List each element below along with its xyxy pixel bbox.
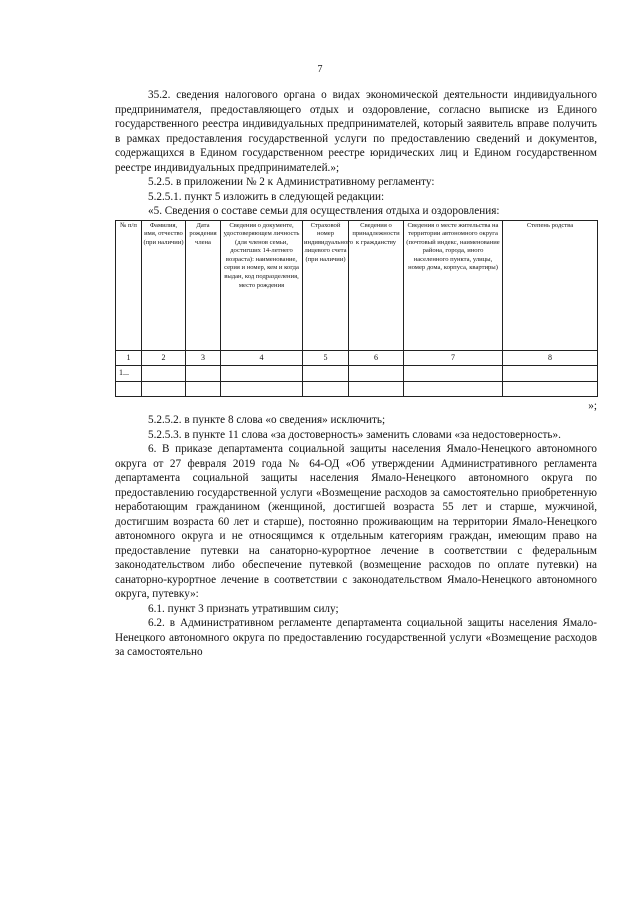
table-header-row <box>116 220 598 350</box>
column-number-cell: 1 <box>116 350 142 366</box>
table-cell <box>503 366 598 382</box>
column-number-cell: 2 <box>142 350 186 366</box>
table-cell <box>142 381 186 396</box>
paragraph-5-2-5: 5.2.5. в приложении № 2 к Административному регламенту: <box>148 176 435 188</box>
header-birth-date: Дата рождения члена <box>186 220 221 350</box>
table-cell <box>349 381 404 396</box>
paragraph-5-2-5-2: 5.2.5.2. в пункте 8 слова «о сведения» исключить; <box>148 414 386 426</box>
paragraph-35-2: 35.2. сведения налогового органа о видах экономической деятельности индивидуального предпринимателя, предоставляющего отдых и оздоровление, согласно выписке из Единого государственного реестра индивидуальных предпринимателей, который заявитель вправе получить в рамках предоставления государственной услуги по предоставлению сведений и документов, содержащихся в Едином государственном реестре юридических лиц и Едином государственном реестре индивидуальных предпринимателей.»; <box>115 89 597 174</box>
table-cell <box>186 381 221 396</box>
paragraph-6-1: 6.1. пункт 3 признать утратившим силу; <box>148 602 339 615</box>
paragraph-5-2-5-3: 5.2.5.3. в пункте 11 слова «за достоверность» заменить словами «за недостоверность». <box>148 428 561 441</box>
family-composition-table <box>115 220 598 397</box>
table-closing-mark: »; <box>588 399 597 412</box>
column-number-cell: 4 <box>221 350 303 366</box>
column-number-cell: 3 <box>186 350 221 366</box>
header-number: № п/п <box>116 220 142 350</box>
table-cell <box>349 366 404 382</box>
column-number-cell: 5 <box>303 350 349 366</box>
table-title: «5. Сведения о составе семьи для осуществления отдыха и оздоровления: <box>148 205 500 217</box>
table-row <box>116 381 598 396</box>
document-body <box>115 88 597 660</box>
paragraph-5-2-5-1: 5.2.5.1. пункт 5 изложить в следующей редакции: <box>148 190 385 203</box>
table-cell <box>142 366 186 382</box>
header-full-name: Фамилия, имя, отчество (при наличии) <box>142 220 186 350</box>
header-snils: Страховой номер индивидуального лицевого счета (при наличии) <box>303 220 349 350</box>
table-cell <box>303 381 349 396</box>
header-residence: Сведения о месте жительства на территории автономного округа (почтовый индекс, наименование района, города, иного населенного пункта, улицы, номер дома, корпуса, квартиры) <box>404 220 503 350</box>
table-cell <box>116 381 142 396</box>
header-identity-document: Сведения о документе, удостоверяющем личность (для членов семьи, достигших 14-летнего возраста): наименование, серия и номер, кем и когда выдан, код подразделения, место рождения <box>221 220 303 350</box>
paragraph-6: 6. В приказе департамента социальной защиты населения Ямало-Ненецкого автономного округа от 27 февраля 2019 года № 64-ОД «Об утверждении Административного регламента департамента социальной защиты населения Ямало-Ненецкого автономного округа по предоставлению государственной услуги «Возмещение расходов за самостоятельно приобретенную неработающим гражданином (женщиной, достигшей возраста 55 лет и старше, мужчиной, достигшим возраста 60 лет и старше), постоянно проживающим на территории Ямало-Ненецкого автономного округа и не относящимся к отдельным категориям граждан, имеющим право на предоставление путевки на санаторно-курортное лечение в соответствии с федеральным законодательством либо обеспечение путевкой (возмещение расходов по оплате путевки) на санаторно-курортное лечение в соответствии с законодательством Ямало-Ненецкого автономного округа, путевку»: <box>115 443 597 600</box>
table-cell <box>221 381 303 396</box>
table-number-row <box>116 350 598 366</box>
column-number-cell: 7 <box>404 350 503 366</box>
table-cell <box>404 366 503 382</box>
table-row <box>116 366 598 382</box>
table-cell <box>221 366 303 382</box>
header-citizenship: Сведения о принадлежности к гражданству <box>349 220 404 350</box>
table-cell <box>404 381 503 396</box>
paragraph-6-2: 6.2. в Административном регламенте департамента социальной защиты населения Ямало-Ненецкого автономного округа по предоставлению государственной услуги «Возмещение расходов за самостоятельно <box>115 617 597 658</box>
table-cell <box>186 366 221 382</box>
table-cell <box>503 381 598 396</box>
column-number-cell: 6 <box>349 350 404 366</box>
header-relationship: Степень родства <box>503 220 598 350</box>
row-marker-cell: 1... <box>116 366 142 382</box>
page-number: 7 <box>317 64 323 75</box>
column-number-cell: 8 <box>503 350 598 366</box>
table-cell <box>303 366 349 382</box>
